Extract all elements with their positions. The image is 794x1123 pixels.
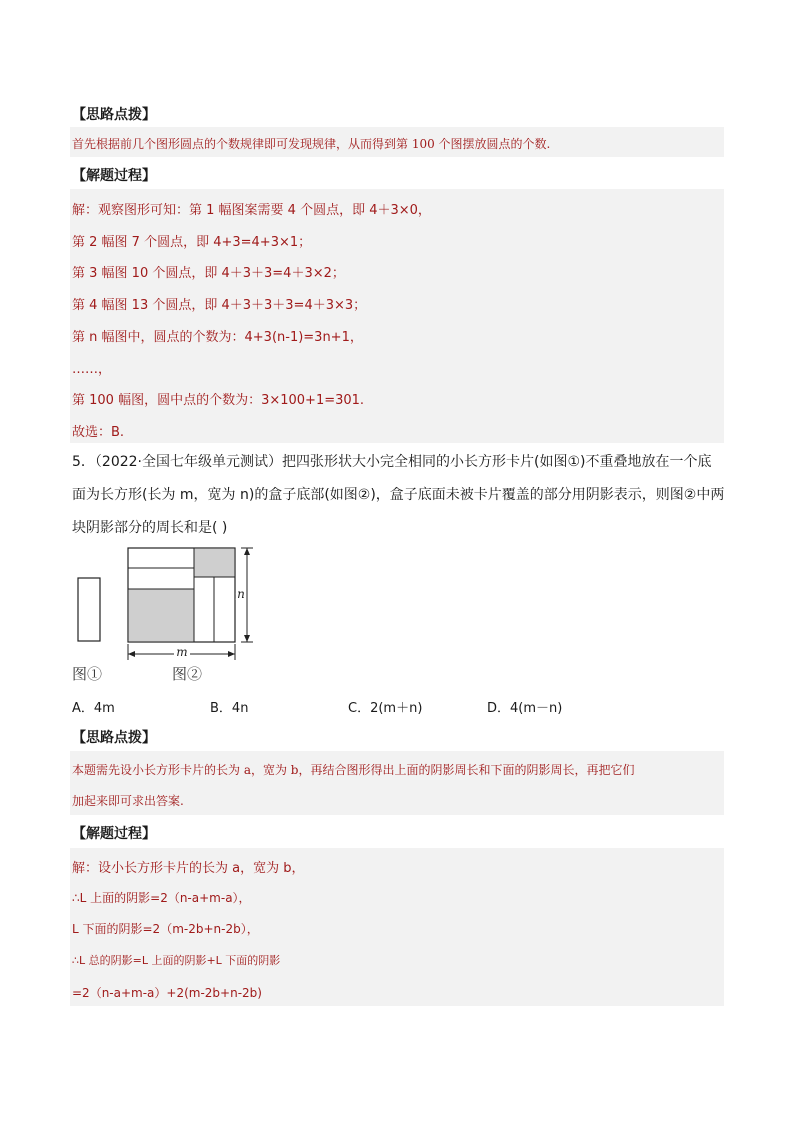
solution-line: 解：观察图形可知：第 1 幅图案需要 4 个圆点，即 4＋3×0， [72, 203, 431, 218]
hint-heading: 【思路点拨】 [72, 730, 156, 746]
option-b: B．4n [210, 701, 249, 716]
option-a: A．4m [72, 701, 115, 716]
solution-line: ∴L 总的阴影=L 上面的阴影+L 下面的阴影 [72, 954, 281, 967]
question-figure [70, 540, 290, 662]
shade-top [194, 548, 235, 577]
solution-line: 第 100 幅图，圆中点的个数为：3×100+1=301. [72, 393, 365, 408]
figure1-card [78, 578, 100, 641]
label-n: n [237, 587, 245, 601]
option-d: D．4(m－n) [487, 701, 563, 716]
question-line: 块阴影部分的周长和是( ) [72, 520, 228, 536]
hint-text: 首先根据前几个图形圆点的个数规律即可发现规律，从而得到第 100 个图摆放圆点的个数. [72, 137, 551, 151]
hint-text: 加起来即可求出答案. [72, 794, 184, 808]
solution-line: 第 n 幅图中，圆点的个数为：4+3(n-1)=3n+1， [72, 330, 363, 345]
solution-line: 第 3 幅图 10 个圆点，即 4＋3＋3=4＋3×2； [72, 266, 345, 281]
caption-figure2: 图② [172, 665, 203, 683]
solution-line: ∴L 上面的阴影=2（n-a+m-a）， [72, 891, 251, 905]
label-m: m [176, 645, 188, 659]
solution-line: L 下面的阴影=2（m-2b+n-2b）， [72, 922, 259, 936]
caption-figure1: 图① [72, 665, 103, 683]
question-line: 面为长方形(长为 m，宽为 n)的盒子底部(如图②)，盒子底面未被卡片覆盖的部分用阴影表示，则图②中两 [72, 487, 725, 503]
solution-line: 故选：B. [72, 425, 125, 440]
solution-line: 第 4 幅图 13 个圆点，即 4＋3＋3＋3=4＋3×3； [72, 298, 367, 313]
solution-line: ……， [72, 362, 112, 377]
option-c: C．2(m＋n) [348, 701, 423, 716]
solution-heading: 【解题过程】 [72, 168, 156, 184]
question-line: 5．（2022·全国七年级单元测试）把四张形状大小完全相同的小长方形卡片(如图①)不重叠地放在一个底 [72, 454, 712, 470]
solution-heading: 【解题过程】 [72, 826, 156, 842]
shade-bottom [128, 589, 194, 642]
hint-heading: 【思路点拨】 [72, 107, 156, 123]
hint-text: 本题需先设小长方形卡片的长为 a，宽为 b，再结合图形得出上面的阴影周长和下面的阴影周长，再把它们 [72, 763, 635, 777]
solution-line: 第 2 幅图 7 个圆点，即 4+3=4+3×1； [72, 235, 312, 250]
solution-line: =2（n-a+m-a）+2(m-2b+n-2b) [72, 986, 262, 1000]
solution-line: 解：设小长方形卡片的长为 a，宽为 b， [72, 861, 305, 876]
